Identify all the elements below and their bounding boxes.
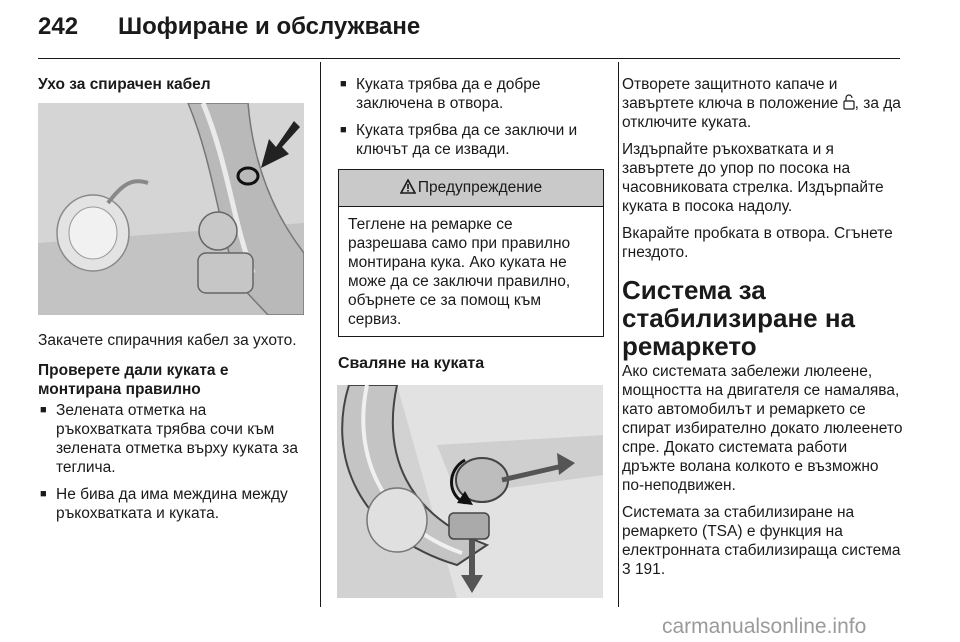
column-divider-2 <box>618 62 619 607</box>
warning-header <box>339 170 603 207</box>
check-list <box>38 401 306 523</box>
paragraph-pull-handle: Издърпайте ръкохватката и я завъртете до упор по посока на часовниковата стрелка. Издърпайте куката в посока надолу. <box>622 141 884 215</box>
paragraph-open-cap <box>622 75 904 132</box>
paragraph-text: . <box>660 561 666 578</box>
warning-triangle-icon <box>400 179 416 194</box>
page-number: 242 <box>38 13 79 40</box>
section-heading-brake-eye: Ухо за спирачен кабел <box>38 76 211 93</box>
section-heading-remove-hook: Сваляне на куката <box>338 355 485 372</box>
paragraph-tsa-ref <box>622 503 904 579</box>
watermark: carmanualsonline.info <box>662 615 867 638</box>
page-reference-link[interactable]: 191 <box>634 561 661 578</box>
warning-title: Предупреждение <box>417 179 543 196</box>
list-item: ■ Куката трябва да се заключи и ключът да се извади. <box>338 121 604 159</box>
column-2 <box>338 75 604 598</box>
lock-list <box>338 75 604 159</box>
list-item: ■ Не бива да има междина между ръкохватката и куката. <box>38 485 306 523</box>
warning-text: Теглене на ремарке се разрешава само при правилно монтирана кука. Ако куката не може да се заключи правилно, обърнете се за помощ към сервиз. <box>348 216 571 328</box>
page-ref-arrow-icon: 3 <box>622 561 635 578</box>
column-3 <box>622 75 904 579</box>
column-divider-1 <box>320 62 321 607</box>
remove-hook-illustration <box>337 385 603 598</box>
column-1 <box>38 75 306 531</box>
chapter-title: Шофиране и обслужване <box>118 13 421 40</box>
paragraph-text: Отворете защитното капаче и завъртете ключа в положение <box>622 76 843 112</box>
section-heading-tsa: Система за стабилизиране на ремаркето <box>622 275 855 361</box>
list-item: ■ Куката трябва да е добре заключена в отвора. <box>338 75 604 113</box>
paragraph-text: Системата за стабилизиране на ремаркето (TSA) е функция на електронната стабилизираща система <box>622 504 901 559</box>
header-rule <box>38 58 900 59</box>
brake-cable-eye-illustration <box>38 103 304 315</box>
paragraph-text: , за да отключите куката. <box>622 95 901 131</box>
caption-attach-cable: Закачете спирачния кабел за ухото. <box>38 332 297 349</box>
open-lock-icon <box>843 94 855 110</box>
paragraph-insert-plug: Вкарайте пробката в отвора. Сгънете гнездото. <box>622 225 893 261</box>
subheading-check-mount: Проверете дали куката е монтирана правилно <box>38 362 229 398</box>
warning-box <box>338 169 604 337</box>
paragraph-tsa-desc: Ако системата забележи люлеене, мощността на двигателя се намалява, като автомобилът и ремаркето се спират избирателно докато люлеенето спре. Докато системата работи дръжте волана колкото е възможно по-неподвижен. <box>622 363 903 494</box>
list-item: ■ Зелената отметка на ръкохватката трябва сочи към зелената отметка върху куката за теглича. <box>38 401 306 477</box>
